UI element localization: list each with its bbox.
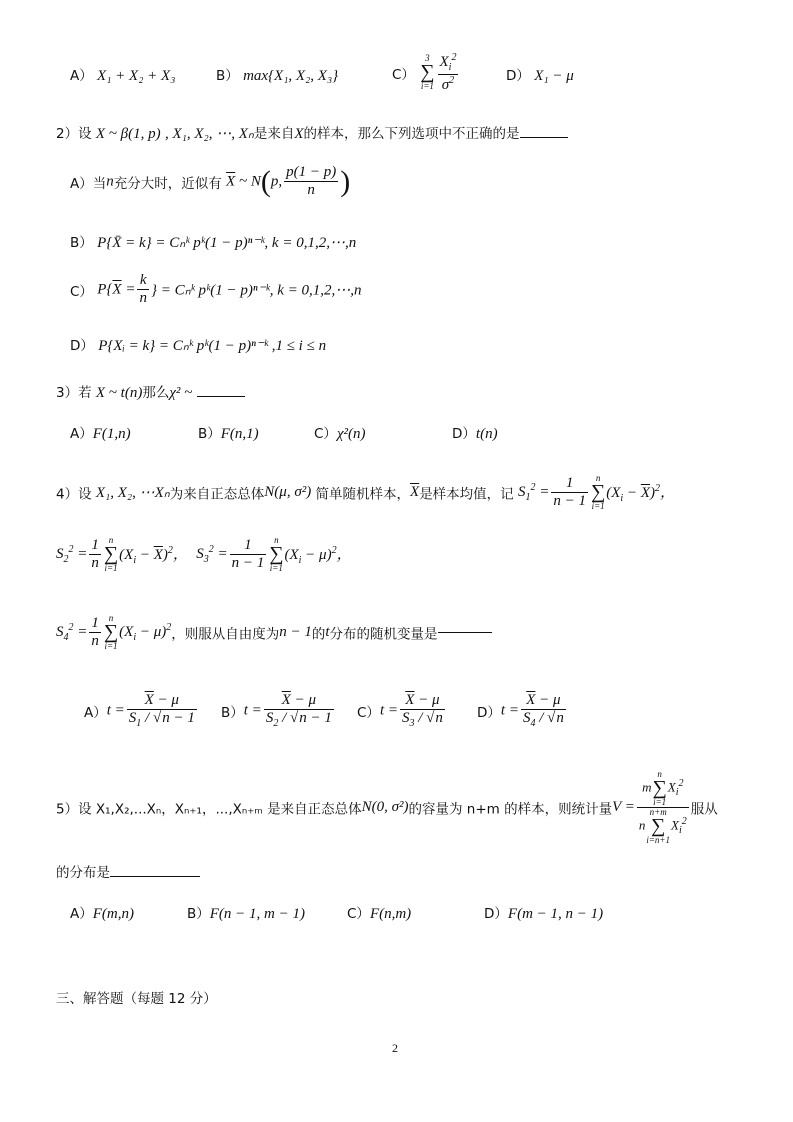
q3-prefix: 3）若 [56, 385, 92, 401]
q5-option-a [70, 902, 134, 923]
q5-option-b [187, 902, 305, 923]
q3-option-b [198, 422, 259, 443]
page-number: 2 [392, 1041, 398, 1055]
q1-option-d [506, 64, 574, 85]
q4-option-a-fraction: $\frac{\overline{X} - \mu}{S_1 / √n - 1}$ [128, 692, 195, 730]
q3-mid: 那么 [142, 385, 170, 401]
q1-option-b-math: max{X₁, X₂, X₃} [243, 68, 339, 84]
q4-s3-fraction: $\frac{1}{n - 1}$ [231, 536, 265, 571]
q5-stem [56, 770, 718, 845]
q2-option-a-text: 充分大时，近似有 [113, 175, 222, 192]
q2-option-a-n: n [106, 173, 114, 190]
q2-option-c [70, 272, 362, 308]
q4-t1: 为来自正态总体 [169, 486, 265, 503]
q4-option-b-t: t = [243, 702, 262, 719]
q1-options [70, 64, 175, 85]
q1-option-c [392, 52, 460, 94]
q2-option-a-rparen: ) [340, 164, 351, 198]
q4-s1-sum: n ∑ i=1 [590, 473, 606, 511]
q2-option-d [70, 334, 326, 355]
q4-s4-fraction: $\frac{1}{n}$ [91, 614, 99, 649]
q3-answer-blank [197, 396, 245, 397]
section-title: 三、解答题（每题 12 分） [56, 991, 217, 1007]
q4-pop: N(μ, σ²) [264, 484, 312, 500]
q5-option-a-label: A） [70, 906, 93, 922]
q2-option-a-lparen: ( [260, 164, 271, 198]
q4-sample: X₁, X₂, ⋯Xₙ [95, 485, 170, 501]
q4-option-c [357, 692, 447, 730]
q2-sample: , X₁, X₂, ⋯, Xₙ [164, 126, 254, 142]
q5-tail: 服从 [690, 801, 718, 818]
q1-option-d-math: X₁ − μ [534, 68, 574, 84]
q3-math: X ~ t(n) [95, 385, 143, 401]
q2-option-b-math: P{X̄ = k} = Cₙᵏ pᵏ(1 − p)ⁿ⁻ᵏ, k = 0,1,2,⋯,n [97, 235, 357, 251]
q1-option-a-label: A） [70, 68, 93, 84]
q5-mid: 的容量为 n+m 的样本，则统计量 [408, 801, 613, 818]
q4-stem-line3 [56, 614, 492, 651]
q4-s2-fraction: $\frac{1}{n}$ [91, 536, 99, 571]
q5-option-d [484, 902, 603, 923]
q2-suffix: 是来自 [253, 126, 295, 142]
q3-chi: χ² ~ [169, 385, 193, 401]
q5-option-d-label: D） [484, 906, 508, 922]
q2-option-b-label: B） [70, 235, 93, 251]
q4-s2-sum: n ∑ i=1 [103, 535, 119, 573]
q2-option-a-math: $\overline{X}$ ~ N [226, 173, 261, 190]
q4-s1-lhs: $S_1^2$ = [517, 482, 550, 503]
q3-option-d-label: D） [452, 426, 476, 442]
q4-s4-body: $(X_i - \mu)^2$ [119, 622, 172, 643]
q4-option-d-label: D） [477, 704, 501, 721]
q4-s1-fraction: $\frac{1}{n - 1}$ [553, 474, 586, 509]
q5-option-a-math: F(m,n) [92, 906, 134, 922]
q3-option-a-label: A） [70, 426, 93, 442]
q4-t3: 是样本均值，记 [419, 486, 514, 503]
q4-s3-lhs: $S_3^2$ = [196, 544, 228, 565]
q2-option-a-fraction: $\frac{p(1 - p)}{n}$ [286, 164, 337, 199]
q3-option-c-math: χ²(n) [336, 426, 366, 442]
q4-option-b [221, 692, 336, 730]
q4-tt: t [325, 624, 330, 640]
q4-t5: 的 [311, 626, 326, 643]
q4-option-d [477, 692, 568, 730]
q4-option-d-fraction: $\frac{\overline{X} - \mu}{S_4 / √n}$ [522, 692, 564, 730]
q3-option-b-label: B） [198, 426, 221, 442]
q4-t6: 分布的随机变量是 [329, 626, 438, 643]
q2-option-d-label: D） [70, 338, 94, 354]
q2-option-c-fraction: $\frac{k}{n}$ [139, 272, 147, 307]
q5-prefix: 5）设 X₁,X₂,...Xₙ，Xₙ₊₁，...,Xₙ₊ₘ 是来自正态总体 [56, 801, 362, 818]
q3-stem [56, 381, 245, 402]
q4-stem-line2 [56, 536, 352, 573]
q4-option-b-fraction: $\frac{\overline{X} - \mu}{S_2 / √n - 1}$ [265, 692, 332, 730]
q5-option-c [347, 902, 411, 923]
q3-option-a [70, 422, 131, 443]
q2-option-d-math: P{Xᵢ = k} = Cₙᵏ pᵏ(1 − p)ⁿ⁻ᵏ ,1 ≤ i ≤ n [98, 338, 327, 354]
q4-t4: ，则服从自由度为 [171, 626, 280, 643]
q5-line2: 的分布是 [56, 865, 110, 881]
q4-option-b-label: B） [221, 704, 244, 721]
q3-option-a-math: F(1,n) [92, 426, 131, 442]
q3-option-c [314, 422, 366, 443]
q2-dist: X ~ β(1, p) [95, 126, 161, 142]
q2-option-a-label: A）当 [70, 175, 107, 192]
q2-prefix: 2）设 [56, 126, 92, 142]
q5-option-d-math: F(m − 1, n − 1) [507, 906, 604, 922]
q1-option-b-label: B） [216, 68, 239, 84]
q2-option-a-p: p, [270, 173, 283, 190]
q4-option-c-label: C） [357, 704, 380, 721]
q2-option-b [70, 231, 356, 252]
q1-option-c-sum: 3 ∑ i=1 [420, 53, 435, 92]
q5-option-b-math: F(n − 1, m − 1) [209, 906, 305, 922]
q4-option-a-t: t = [106, 702, 125, 719]
q1-option-b [216, 64, 338, 85]
q3-option-d-math: t(n) [475, 426, 498, 442]
q4-answer-blank [438, 632, 492, 633]
q3-option-c-label: C） [314, 426, 337, 442]
q4-option-d-t: t = [500, 702, 519, 719]
q4-s3-sum: n ∑ i=1 [269, 535, 284, 573]
q5-pop: N(0, σ²) [361, 799, 409, 815]
q4-stem-line1 [56, 474, 675, 511]
q4-option-c-t: t = [379, 702, 398, 719]
q4-xbar: $\overline{X}$ [410, 484, 420, 500]
q4-s2-lhs: $S_2^2$ = [56, 544, 88, 565]
q5-option-b-label: B） [187, 906, 210, 922]
q2-option-c-head: $P\{\overline{X}$ = [97, 281, 136, 298]
q4-dof: n − 1 [279, 624, 312, 640]
q3-option-b-math: F(n,1) [220, 426, 259, 442]
q5-option-c-label: C） [347, 906, 370, 922]
q2-option-c-label: C） [70, 283, 93, 300]
q5-option-c-math: F(n,m) [369, 906, 412, 922]
q4-s2-body: $(X_i - \overline{X})^2$， [119, 545, 188, 566]
q2-x: X [294, 126, 304, 142]
q5-v: V = [612, 799, 635, 815]
q5-statistic-fraction: m n ∑ i=1 $X_i^2$ n n+m ∑ i=n+1 $X_i^2$ [638, 769, 687, 845]
q5-answer-blank [110, 876, 200, 877]
q2-option-c-tail: } = Cₙᵏ pᵏ(1 − p)ⁿ⁻ᵏ, k = 0,1,2,⋯,n [150, 282, 362, 299]
q4-s1-body: $(X_i - \overline{X})^2$， [606, 483, 676, 504]
q1-option-d-label: D） [506, 68, 530, 84]
q1-option-a-math: X₁ + X₂ + X₃ [97, 68, 176, 84]
q1-option-c-fraction: $\frac{X_i^2}{\sigma^2}$ [439, 52, 457, 93]
q2-answer-blank [520, 137, 568, 138]
q1-option-c-label: C） [392, 66, 415, 83]
q4-t2: 简单随机样本， [315, 486, 411, 503]
q4-s4-sum: n ∑ i=1 [103, 613, 119, 651]
q2-option-a [70, 164, 350, 200]
q2-stem [56, 122, 568, 143]
q4-option-a-label: A） [84, 704, 107, 721]
q2-suffix2: 的样本，那么下列选项中不正确的是 [303, 126, 520, 142]
q3-option-d [452, 422, 498, 443]
q4-s4-lhs: $S_4^2$ = [56, 622, 88, 643]
q4-option-a [84, 692, 199, 730]
q5-stem-line2 [56, 861, 200, 881]
q4-option-c-fraction: $\frac{\overline{X} - \mu}{S_3 / √n}$ [401, 692, 443, 730]
q4-s3-body: $(X_i - \mu)^2$， [284, 545, 352, 566]
q4-prefix: 4）设 [56, 486, 92, 503]
